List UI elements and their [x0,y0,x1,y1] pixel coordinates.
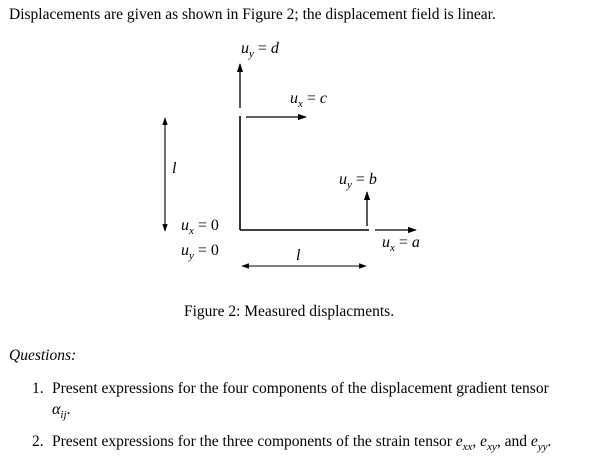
label-ux-c: $u_x = c$ [290,90,328,111]
question-1-tensor: $\alpha_{ij}$. [52,401,71,422]
intro-text: Displacements are given as shown in Figure 2; the displacement field is linear. [9,6,496,23]
label-uy-b: $u_y = b$ [339,171,377,192]
figure-caption: Figure 2: Measured displacments. [184,303,395,320]
label-ux-a: $u_x = a$ [382,234,420,255]
label-ux-0: $u_x = 0$ [181,217,219,238]
label-uy-0: $u_y = 0$ [181,242,219,263]
question-2: 2. Present expressions for the three components of the strain tensor $e_{xx}$, $e_{xy}$, and $e_{yy}$. [32,433,552,454]
label-l-vertical: l [172,160,177,177]
question-1: 1. Present expressions for the four components of the displacement gradient tensor [32,380,549,397]
label-uy-d: $u_y = d$ [241,40,279,61]
questions-heading: Questions: [9,347,77,364]
label-l-horizontal: l [296,247,301,264]
